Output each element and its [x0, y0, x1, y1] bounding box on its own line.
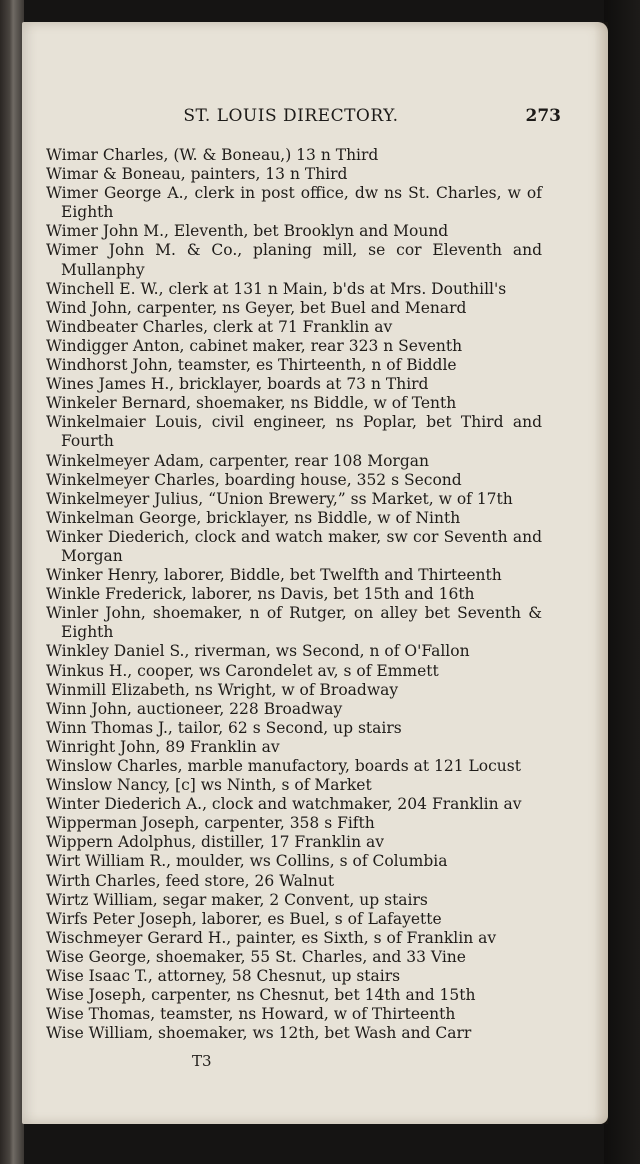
- directory-page: [22, 22, 608, 1124]
- directory-entry: Wirtz William, segar maker, 2 Convent, up stairs: [46, 890, 428, 909]
- page-number: 273: [525, 106, 561, 126]
- directory-entry: Winn Thomas J., tailor, 62 s Second, up stairs: [46, 718, 402, 737]
- directory-entry: Wimar & Boneau, painters, 13 n Third: [46, 165, 348, 184]
- directory-entry: Winker Diederich, clock and watch maker, sw cor Seventh and Morgan: [46, 527, 542, 565]
- directory-entry: Winkelmaier Louis, civil engineer, ns Poplar, bet Third and Fourth: [46, 413, 542, 451]
- directory-entry: Windhorst John, teamster, es Thirteenth, n of Biddle: [46, 356, 457, 375]
- signature-mark: T3: [192, 1052, 212, 1070]
- directory-entry: Winker Henry, laborer, Biddle, bet Twelfth and Thirteenth: [46, 566, 502, 585]
- directory-entry: Wise Isaac T., attorney, 58 Chesnut, up stairs: [46, 967, 401, 986]
- directory-entry: Wipperman Joseph, carpenter, 358 s Fifth: [46, 814, 375, 833]
- directory-entry: Wise Joseph, carpenter, ns Chesnut, bet 14th and 15th: [46, 986, 476, 1005]
- book-binding-left: [0, 0, 24, 1164]
- directory-entry: Wirth Charles, feed store, 26 Walnut: [46, 871, 335, 890]
- directory-entry: Windbeater Charles, clerk at 71 Franklin av: [46, 317, 393, 336]
- directory-entry: Wimar Charles, (W. & Boneau,) 13 n Third: [46, 146, 379, 164]
- directory-entry: Wimer George A., clerk in post office, dw ns St. Charles, w of Eighth: [46, 184, 542, 222]
- directory-entry: Wise George, shoemaker, 55 St. Charles, and 33 Vine: [46, 947, 466, 966]
- directory-entry: Winkelmeyer Adam, carpenter, rear 108 Morgan: [46, 451, 429, 470]
- directory-entry: Winn John, auctioneer, 228 Broadway: [46, 699, 343, 718]
- directory-entry: Wind John, carpenter, ns Geyer, bet Buel and Menard: [46, 298, 467, 317]
- directory-entry: Winkus H., cooper, ws Carondelet av, s of Emmett: [46, 661, 439, 680]
- directory-entry: Wimer John M. & Co., planing mill, se cor Eleventh and Mullanphy: [46, 241, 542, 279]
- directory-entry: Wirfs Peter Joseph, laborer, es Buel, s of Lafayette: [46, 909, 442, 928]
- directory-entry: Winkle Frederick, laborer, ns Davis, bet 15th and 16th: [46, 585, 475, 604]
- directory-entry: Winchell E. W., clerk at 131 n Main, b'ds at Mrs. Douthill's: [46, 279, 507, 298]
- directory-entry: Wimer John M., Eleventh, bet Brooklyn and Mound: [46, 222, 449, 241]
- directory-entry: Winler John, shoemaker, n of Rutger, on alley bet Seventh & Eighth: [46, 604, 542, 642]
- directory-entry: Windigger Anton, cabinet maker, rear 323 n Seventh: [46, 336, 463, 355]
- directory-entry: Winkley Daniel S., riverman, ws Second, n of O'Fallon: [46, 642, 470, 661]
- directory-entry: Winkeler Bernard, shoemaker, ns Biddle, w of Tenth: [46, 394, 457, 413]
- directory-entry: Winter Diederich A., clock and watchmaker, 204 Franklin av: [46, 795, 522, 814]
- directory-entries: [46, 146, 542, 1043]
- directory-entry: Wise Thomas, teamster, ns Howard, w of Thirteenth: [46, 1005, 456, 1024]
- directory-entry: Winkelman George, bricklayer, ns Biddle, w of Ninth: [46, 508, 461, 527]
- directory-entry: Wippern Adolphus, distiller, 17 Franklin av: [46, 833, 384, 852]
- book-binding-right: [604, 0, 640, 1164]
- directory-entry: Winslow Nancy, [c] ws Ninth, s of Market: [46, 776, 372, 795]
- directory-entry: Wines James H., bricklayer, boards at 73 n Third: [46, 375, 429, 394]
- directory-entry: Wise William, shoemaker, ws 12th, bet Wash and Carr: [46, 1024, 472, 1043]
- page-title: ST. LOUIS DIRECTORY.: [183, 106, 399, 126]
- directory-entry: Winright John, 89 Franklin av: [46, 737, 280, 756]
- directory-entry: Winkelmeyer Julius, “Union Brewery,” ss Market, w of 17th: [46, 489, 513, 508]
- directory-entry: Winkelmeyer Charles, boarding house, 352 s Second: [46, 470, 462, 489]
- directory-entry: Wirt William R., moulder, ws Collins, s of Columbia: [46, 852, 448, 871]
- page-header: [44, 106, 561, 132]
- directory-entry: Wischmeyer Gerard H., painter, es Sixth, s of Franklin av: [46, 928, 497, 947]
- directory-entry: Winslow Charles, marble manufactory, boards at 121 Locust: [46, 757, 521, 775]
- directory-entry: Winmill Elizabeth, ns Wright, w of Broadway: [46, 680, 399, 699]
